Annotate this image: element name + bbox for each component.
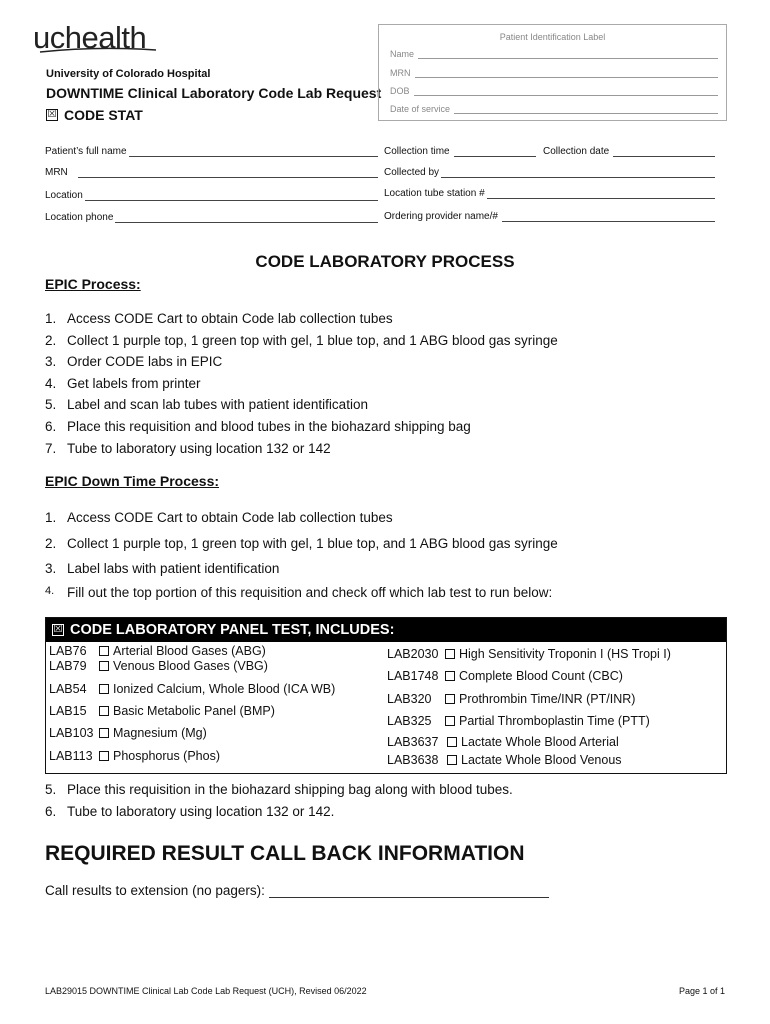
list-item: 4. Get labels from printer [45, 375, 201, 391]
checkbox[interactable] [99, 684, 109, 694]
callback-extension-field[interactable]: Call results to extension (no pagers): [45, 883, 549, 898]
collection-time-field[interactable]: Collection time [384, 146, 536, 157]
test-lab76[interactable]: LAB76 Arterial Blood Gases (ABG) [49, 644, 266, 658]
list-item: 1. Access CODE Cart to obtain Code lab collection tubes [45, 311, 393, 326]
patient-full-name-field[interactable]: Patient’s full name [45, 146, 378, 157]
patient-identification-label [378, 24, 727, 121]
test-lab320[interactable]: LAB320 Prothrombin Time/INR (PT/INR) [387, 692, 636, 706]
test-lab3637[interactable]: LAB3637 Lactate Whole Blood Arterial [387, 735, 619, 749]
footer-form-id: LAB29015 DOWNTIME Clinical Lab Code Lab Request (UCH), Revised 06/2022 [45, 986, 367, 996]
list-item: 2. Collect 1 purple top, 1 green top with gel, 1 blue top, and 1 ABG blood gas syringe [45, 332, 558, 348]
callback-heading: REQUIRED RESULT CALL BACK INFORMATION [45, 842, 525, 865]
checkbox[interactable] [99, 661, 109, 671]
final-steps [45, 782, 513, 826]
code-stat[interactable] [46, 107, 143, 123]
label-line[interactable] [418, 49, 718, 59]
checkbox[interactable] [445, 694, 455, 704]
form-title: DOWNTIME Clinical Laboratory Code Lab Request [46, 85, 382, 101]
downtime-steps [45, 510, 558, 607]
epic-steps [45, 311, 558, 462]
logo-swoosh-icon [38, 46, 158, 54]
patient-label-title: Patient Identification Label [499, 32, 606, 42]
test-lab54[interactable]: LAB54 Ionized Calcium, Whole Blood (ICA WB) [49, 682, 336, 696]
label-row-name: Name [390, 49, 718, 59]
process-title: CODE LABORATORY PROCESS [255, 252, 515, 271]
checkbox[interactable] [445, 649, 455, 659]
mrn-field[interactable]: MRN [45, 167, 378, 178]
label-line[interactable] [414, 86, 718, 96]
list-item: 3. Order CODE labs in EPIC [45, 354, 223, 370]
test-lab1748[interactable]: LAB1748 Complete Blood Count (CBC) [387, 669, 623, 683]
label-line[interactable] [415, 68, 719, 78]
list-item: 7. Tube to laboratory using location 132 or 142 [45, 440, 331, 456]
checkbox[interactable] [99, 646, 109, 656]
location-phone-field[interactable]: Location phone [45, 212, 378, 223]
label-row-mrn: MRN [390, 68, 718, 78]
collection-date-field[interactable]: Collection date [543, 146, 715, 157]
test-lab79[interactable]: LAB79 Venous Blood Gases (VBG) [49, 659, 268, 673]
test-lab3638[interactable]: LAB3638 Lactate Whole Blood Venous [387, 753, 622, 767]
panel-title: CODE LABORATORY PANEL TEST, INCLUDES: [70, 622, 395, 638]
list-item: 1. Access CODE Cart to obtain Code lab collection tubes [45, 510, 393, 525]
uchealth-logo: uchealth [33, 20, 147, 55]
checkbox[interactable] [99, 751, 109, 761]
collected-by-field[interactable]: Collected by [384, 167, 715, 178]
test-lab103[interactable]: LAB103 Magnesium (Mg) [49, 726, 207, 740]
location-field[interactable]: Location [45, 190, 378, 201]
checkbox[interactable] [99, 706, 109, 716]
test-lab2030[interactable]: LAB2030 High Sensitivity Troponin I (HS Tropi I) [387, 647, 671, 661]
list-item: 5. Place this requisition in the biohazard shipping bag along with blood tubes. [45, 782, 513, 797]
location-tube-station-field[interactable]: Location tube station # [384, 188, 715, 199]
checked-box-icon[interactable]: ☒ [53, 624, 63, 635]
checkbox[interactable] [445, 671, 455, 681]
list-item: 3. Label labs with patient identification [45, 561, 280, 576]
code-stat-label: CODE STAT [64, 107, 143, 123]
checkbox[interactable] [445, 716, 455, 726]
checked-box-icon[interactable]: ☒ [47, 109, 57, 120]
checkbox[interactable] [447, 737, 457, 747]
checkbox[interactable] [447, 755, 457, 765]
list-item: 2. Collect 1 purple top, 1 green top with gel, 1 blue top, and 1 ABG blood gas syringe [45, 536, 558, 551]
label-row-date-of-service: Date of service [390, 104, 718, 114]
panel-header[interactable] [46, 618, 726, 642]
code-lab-panel [45, 617, 727, 774]
list-item: 5. Label and scan lab tubes with patient identification [45, 397, 368, 413]
label-row-dob: DOB [390, 86, 718, 96]
list-item: 6. Tube to laboratory using location 132 or 142. [45, 804, 335, 819]
epic-downtime-heading: EPIC Down Time Process: [45, 473, 220, 489]
test-lab113[interactable]: LAB113 Phosphorus (Phos) [49, 749, 221, 763]
footer-page-number: Page 1 of 1 [678, 986, 725, 996]
test-lab15[interactable]: LAB15 Basic Metabolic Panel (BMP) [49, 704, 275, 718]
list-item: 4. Fill out the top portion of this requisition and check off which lab test to run below: [45, 585, 553, 600]
label-line[interactable] [454, 104, 718, 114]
ordering-provider-field[interactable]: Ordering provider name/# [384, 211, 715, 222]
hospital-name: University of Colorado Hospital [46, 68, 211, 80]
test-lab325[interactable]: LAB325 Partial Thromboplastin Time (PTT) [387, 714, 650, 728]
list-item: 6. Place this requisition and blood tubes in the biohazard shipping bag [45, 418, 471, 434]
epic-process-heading: EPIC Process: [45, 276, 141, 292]
checkbox[interactable] [99, 728, 109, 738]
